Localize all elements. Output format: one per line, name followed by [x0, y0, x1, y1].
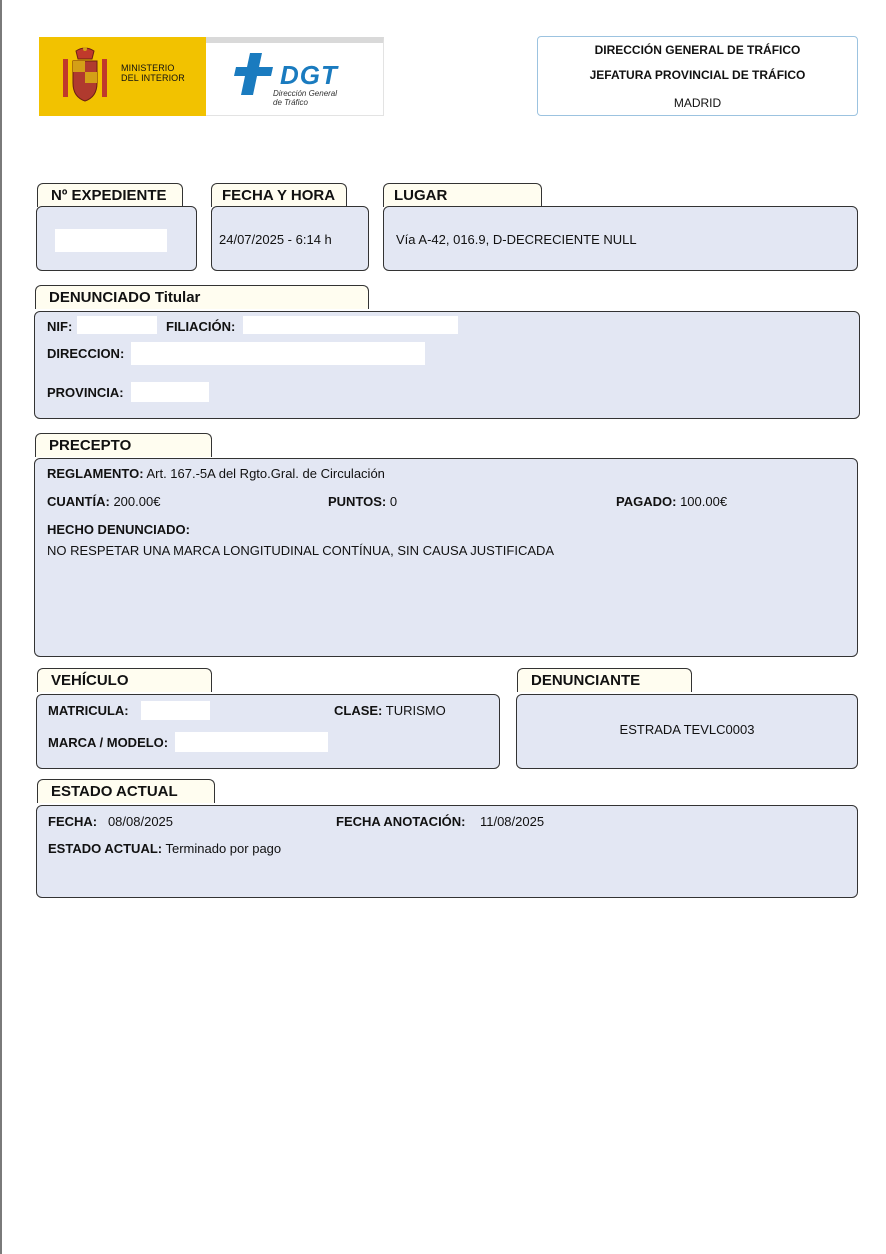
fecha-hora-tab: FECHA Y HORA [211, 183, 347, 207]
dgt-sub-line-1: Dirección General [273, 89, 338, 98]
denunciado-box [34, 311, 860, 419]
vehiculo-tab: VEHÍCULO [37, 668, 212, 692]
cuantia-label: CUANTÍA: [47, 494, 110, 509]
direccion-label: DIRECCION: [47, 346, 125, 361]
denunciante-box [516, 694, 858, 769]
ministry-line-1: MINISTERIO [121, 63, 175, 73]
pagado-value: 100.00€ [680, 494, 728, 509]
vehiculo-box [36, 694, 500, 769]
puntos-value: 0 [389, 494, 398, 509]
anotacion-row [336, 814, 544, 829]
cuantia-value: 200.00€ [113, 494, 161, 509]
reglamento-row [47, 466, 385, 481]
redacted-provincia [131, 382, 209, 402]
cuantia-row [47, 494, 160, 509]
redacted-matricula [141, 701, 210, 720]
authority-line-3: MADRID [673, 96, 722, 110]
precepto-box [34, 458, 858, 657]
authority-line-2: JEFATURA PROVINCIAL DE TRÁFICO [589, 68, 806, 82]
redacted-marca [175, 732, 328, 752]
provincia-label: PROVINCIA: [47, 385, 124, 400]
estado-box [36, 805, 858, 898]
logo-block [39, 37, 384, 116]
redacted-expediente [55, 229, 167, 252]
hecho-value: NO RESPETAR UNA MARCA LONGITUDINAL CONTÍNUA, SIN CAUSA JUSTIFICADA [47, 543, 555, 558]
puntos-label: PUNTOS: [328, 494, 387, 509]
lugar-box [383, 206, 858, 271]
dgt-sub-line-2: de Tráfico [273, 98, 308, 107]
ministry-logo [39, 37, 206, 116]
authority-line-1: DIRECCIÓN GENERAL DE TRÁFICO [594, 43, 801, 57]
reglamento-value: Art. 167.-5A del Rgto.Gral. de Circulación [146, 466, 385, 481]
puntos-row [328, 494, 397, 509]
dgt-cross-icon [234, 51, 274, 97]
precepto-tab: PRECEPTO [35, 433, 212, 457]
dgt-subtitle [273, 89, 337, 107]
filiacion-label: FILIACIÓN: [166, 319, 236, 334]
anotacion-label: FECHA ANOTACIÓN: [336, 814, 466, 829]
matricula-label: MATRICULA: [48, 703, 129, 718]
estado-fecha-row [48, 814, 173, 829]
reglamento-label: REGLAMENTO: [47, 466, 144, 481]
hecho-label: HECHO DENUNCIADO: [47, 522, 190, 537]
coat-of-arms-icon [59, 45, 111, 107]
lugar-value: Vía A-42, 016.9, D-DECRECIENTE NULL [396, 232, 637, 247]
fecha-hora-value: 24/07/2025 - 6:14 h [219, 232, 332, 247]
denunciante-value: ESTRADA TEVLC0003 [619, 722, 755, 737]
expediente-box [36, 206, 197, 271]
redacted-filiacion [243, 316, 458, 334]
redacted-direccion [131, 342, 425, 365]
estado-fecha-label: FECHA: [48, 814, 98, 829]
ministry-name [121, 63, 185, 83]
clase-row [334, 703, 446, 718]
authority-box [537, 36, 858, 116]
ministry-line-2: DEL INTERIOR [121, 73, 185, 83]
marca-label: MARCA / MODELO: [48, 735, 169, 750]
denunciante-tab: DENUNCIANTE [517, 668, 692, 692]
denunciado-tab [35, 285, 369, 309]
estado-actual-row [48, 841, 281, 856]
expediente-tab: Nº EXPEDIENTE [37, 183, 183, 207]
estado-tab: ESTADO ACTUAL [37, 779, 215, 803]
anotacion-value: 11/08/2025 [479, 814, 545, 829]
estado-actual-value: Terminado por pago [165, 841, 282, 856]
nif-label: NIF: [47, 319, 73, 334]
denunciado-label: DENUNCIADO Titular [49, 289, 201, 306]
pagado-row [616, 494, 727, 509]
dgt-wordmark: DGT [280, 60, 338, 90]
pagado-label: PAGADO: [616, 494, 677, 509]
page-left-border [0, 0, 2, 1254]
clase-value: TURISMO [385, 703, 446, 718]
clase-label: CLASE: [334, 703, 383, 718]
redacted-nif [77, 316, 157, 334]
fecha-hora-box [211, 206, 369, 271]
estado-actual-label: ESTADO ACTUAL: [48, 841, 163, 856]
estado-fecha-value: 08/08/2025 [107, 814, 174, 829]
lugar-tab: LUGAR [383, 183, 542, 207]
